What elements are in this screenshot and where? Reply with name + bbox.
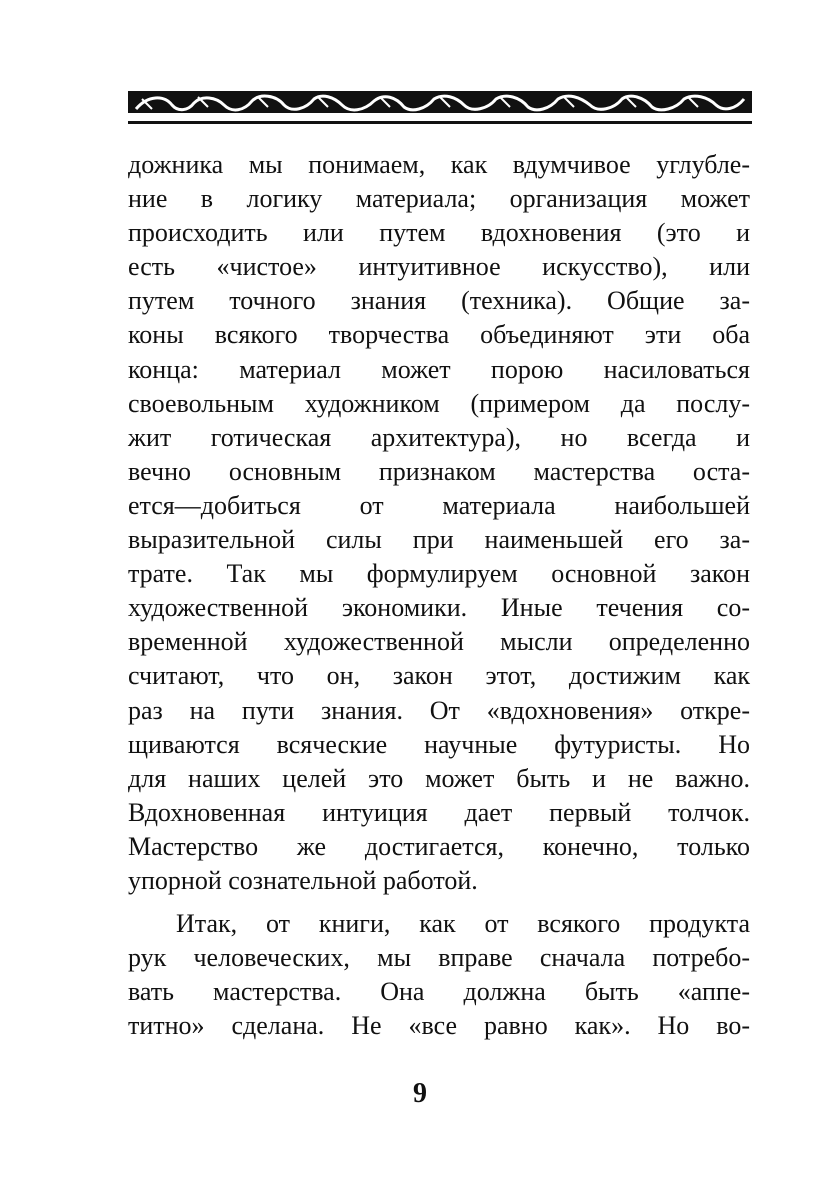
text-line: ется—добиться от материала наибольшей [128,490,750,520]
text-line: жит готическая архитектура), но всегда и [128,422,750,452]
text-line: упорной сознательной работой. [128,865,478,895]
text-line: временной художественной мысли определенно [128,627,750,657]
text-line: коны всякого творчества объединяют эти оба [128,320,750,350]
text-line: считают, что он, закон этот, достижим как [128,661,750,691]
text-line: дожника мы понимаем, как вдумчивое углубле- [128,150,750,179]
text-line: вечно основным признаком мастерства оста- [128,456,750,486]
text-line: рук человеческих, мы вправе сначала потребо- [128,943,750,973]
decorative-ornament-band [128,85,752,127]
text-line: вать мастерства. Она должна быть «аппе- [128,977,750,1007]
text-line: выразительной силы при наименьшей его за- [128,525,750,555]
text-line: Итак, от книги, как от всякого продукта [176,909,750,939]
text-line: ние в логику материала; организация может [128,184,750,214]
text-line: есть «чистое» интуитивное искусство), или [128,252,750,282]
paragraph [128,907,750,1043]
text-line: для наших целей это может быть и не важно. [128,763,750,793]
text-line: конца: материал может порою насиловаться [128,354,750,384]
text-line: Вдохновенная интуиция дает первый толчок. [128,797,750,827]
text-line: трате. Так мы формулируем основной закон [128,559,750,589]
paragraph [128,148,750,898]
body-text [128,148,750,1043]
text-line: художественной экономики. Иные течения со- [128,593,750,623]
text-line: Мастерство же достигается, конечно, только [128,831,750,861]
text-line: путем точного знания (техника). Общие за- [128,286,750,316]
page-number: 9 [413,1078,427,1109]
text-line: раз на пути знания. От «вдохновения» откре- [128,695,750,725]
text-line: титно» сделана. Не «все равно как». Но во- [128,1011,750,1041]
text-line: щиваются всяческие научные футуристы. Но [128,729,750,759]
text-line: происходить или путем вдохновения (это и [128,218,750,248]
text-line: своевольным художником (примером да послу- [128,388,750,418]
